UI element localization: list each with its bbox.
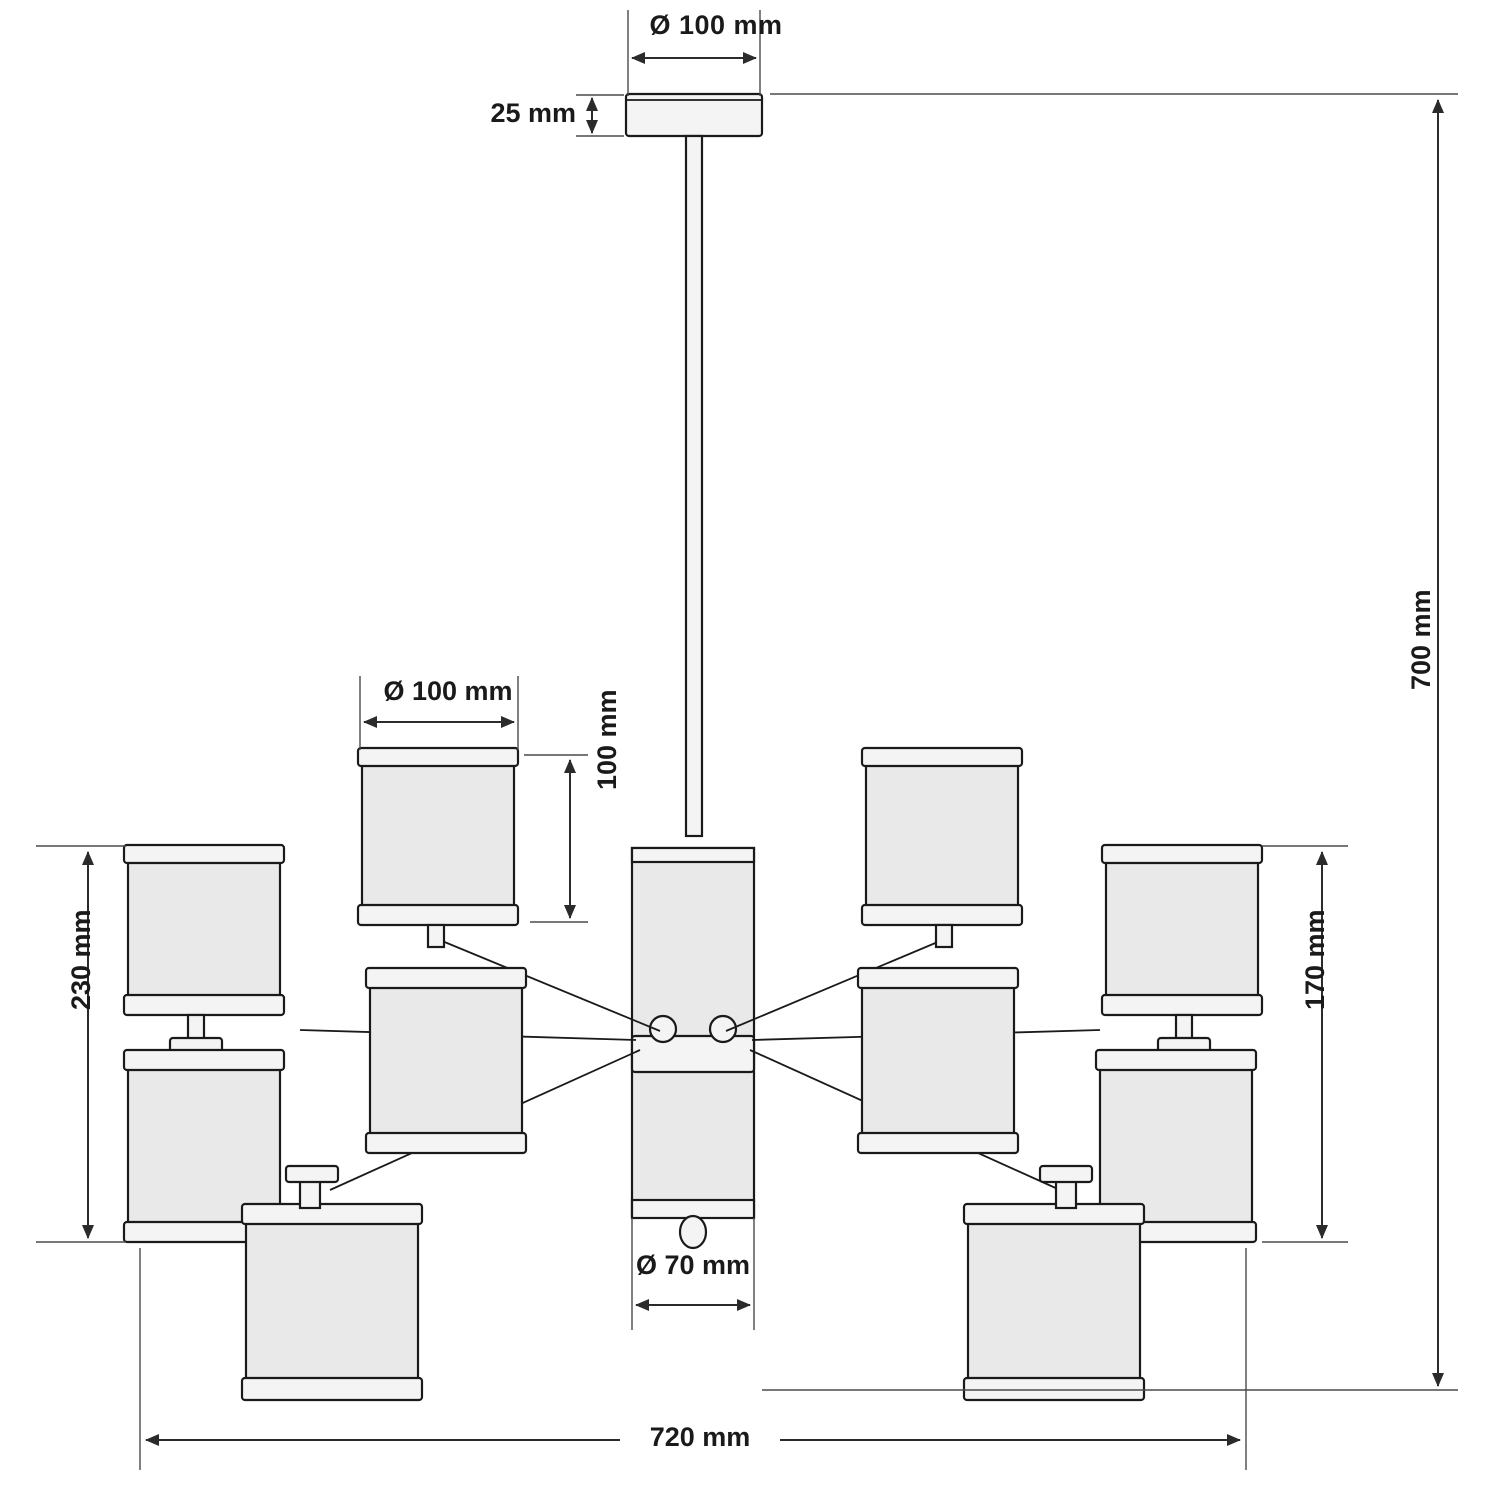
shade-far-left-upper: [124, 845, 284, 1052]
shade-right-inner: [858, 968, 1018, 1153]
label-total-height: 700 mm: [1406, 589, 1436, 690]
shade-far-right-upper: [1102, 845, 1262, 1052]
shade-left-upper: [358, 748, 518, 947]
label-shade-height: 100 mm: [592, 689, 622, 790]
center-body: [632, 848, 754, 1248]
label-center-tube-diameter: Ø 70 mm: [635, 1250, 751, 1280]
ceiling-canopy: [626, 94, 762, 136]
dim-canopy-height: [576, 95, 624, 136]
label-overall-width: 720 mm: [649, 1422, 751, 1452]
label-shade-diameter: Ø 100 mm: [383, 676, 513, 706]
label-right-170: 170 mm: [1300, 909, 1330, 1010]
label-left-230: 230 mm: [66, 909, 96, 1010]
shade-right-upper: [862, 748, 1022, 947]
dim-right-170: [1262, 846, 1348, 1242]
label-canopy-diameter: Ø 100 mm: [649, 10, 783, 40]
shade-left-inner: [366, 968, 526, 1153]
product-geometry: [124, 94, 1262, 1400]
dim-left-230: [36, 846, 126, 1242]
label-canopy-height: 25 mm: [490, 98, 576, 128]
dim-shade-height: [524, 755, 588, 922]
suspension-rod: [686, 136, 702, 836]
